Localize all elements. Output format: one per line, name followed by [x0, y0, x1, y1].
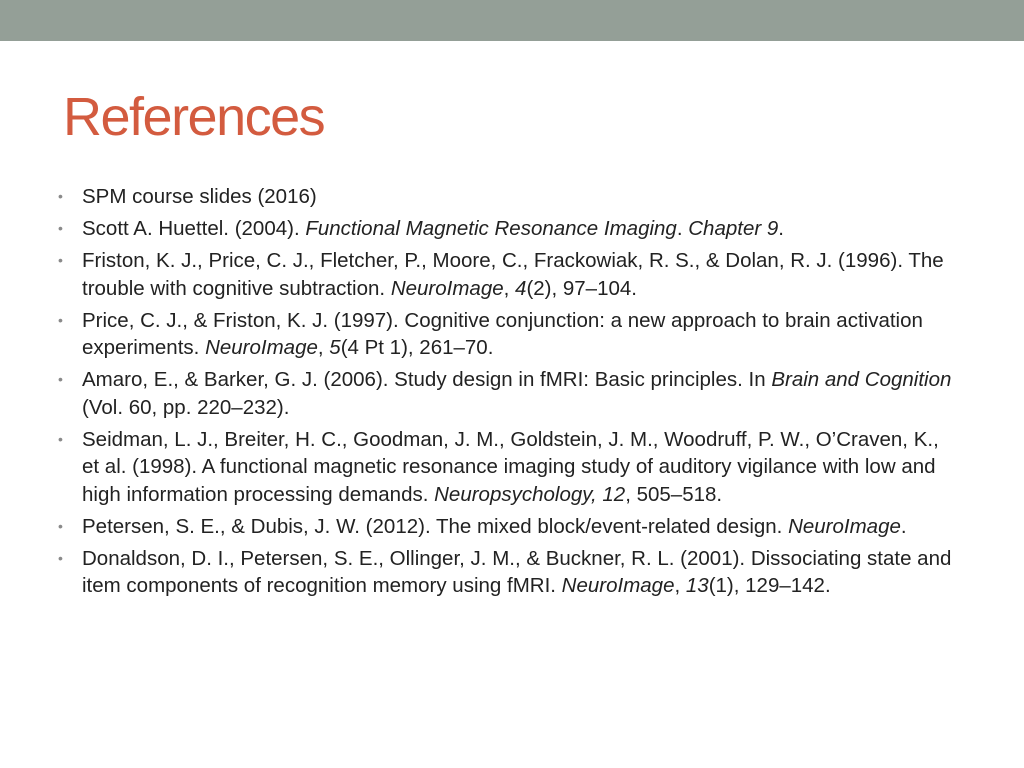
reference-text: Petersen, S. E., & Dubis, J. W. (2012). The mixed block/event-related design. [82, 514, 789, 538]
reference-text: (Vol. 60, pp. 220–232). [82, 395, 290, 419]
bullet-icon: • [58, 188, 63, 204]
reference-item [58, 513, 958, 541]
reference-item [58, 545, 958, 600]
reference-text: Price, C. J., & Friston, K. J. (1997). Cognitive conjunction: a new approach to brain activation experiments. [82, 308, 923, 360]
reference-item [58, 426, 958, 509]
reference-text: Amaro, E., & Barker, G. J. (2006). Study design in fMRI: Basic principles. In [82, 368, 772, 392]
reference-italic-text: 5 [329, 336, 341, 360]
reference-italic-text: 4 [515, 276, 527, 300]
reference-text: Seidman, L. J., Breiter, H. C., Goodman, J. M., Goldstein, J. M., Woodruff, P. W., O’Craven, K., et al. (1998). A functional magnetic resonance imaging study of auditory vigilance with low and high information processing demands. [82, 427, 939, 506]
reference-item [58, 366, 958, 421]
reference-text: , [674, 574, 686, 598]
reference-item [58, 247, 958, 302]
reference-text: (1), 129–142. [708, 574, 831, 598]
bullet-icon: • [58, 371, 63, 388]
reference-text: (2), 97–104. [526, 276, 637, 300]
reference-text: SPM course slides (2016) [82, 185, 317, 208]
reference-italic-text: Chapter 9 [688, 216, 779, 240]
reference-italic-text: 13 [685, 574, 709, 598]
reference-italic-text: NeuroImage [390, 276, 504, 300]
reference-text: . [778, 216, 784, 240]
reference-item [58, 215, 958, 243]
references-list [58, 183, 958, 604]
reference-item [58, 183, 958, 211]
slide-title: References [63, 87, 325, 147]
reference-text: . [676, 216, 689, 240]
reference-italic-text: Neuropsychology, 12 [434, 482, 626, 506]
bullet-icon: • [58, 549, 63, 566]
bullet-icon: • [58, 517, 63, 534]
bullet-icon: • [58, 430, 63, 447]
reference-text: , [317, 336, 330, 360]
bullet-icon: • [58, 251, 63, 268]
reference-italic-text: NeuroImage [788, 514, 901, 538]
reference-text: (4 Pt 1), 261–70. [340, 336, 494, 360]
reference-italic-text: Functional Magnetic Resonance Imaging [305, 216, 677, 240]
reference-italic-text: NeuroImage [561, 574, 675, 598]
reference-text: , 505–518. [625, 482, 723, 506]
bullet-icon: • [58, 219, 63, 236]
reference-text: Scott A. Huettel. (2004). [82, 216, 306, 240]
reference-text: . [900, 514, 907, 538]
reference-italic-text: Brain and Cognition [771, 368, 952, 392]
top-accent-bar [0, 0, 1024, 41]
reference-text: , [503, 276, 516, 300]
bullet-icon: • [58, 311, 63, 328]
reference-text: Donaldson, D. I., Petersen, S. E., Ollinger, J. M., & Buckner, R. L. (2001). Dissociating state and item components of recognition memory using fMRI. [82, 546, 952, 598]
reference-text: Friston, K. J., Price, C. J., Fletcher, P., Moore, C., Frackowiak, R. S., & Dolan, R. J. (1996). The trouble with cognitive subtraction. [82, 248, 944, 300]
reference-item [58, 307, 958, 362]
reference-italic-text: NeuroImage [205, 336, 318, 360]
